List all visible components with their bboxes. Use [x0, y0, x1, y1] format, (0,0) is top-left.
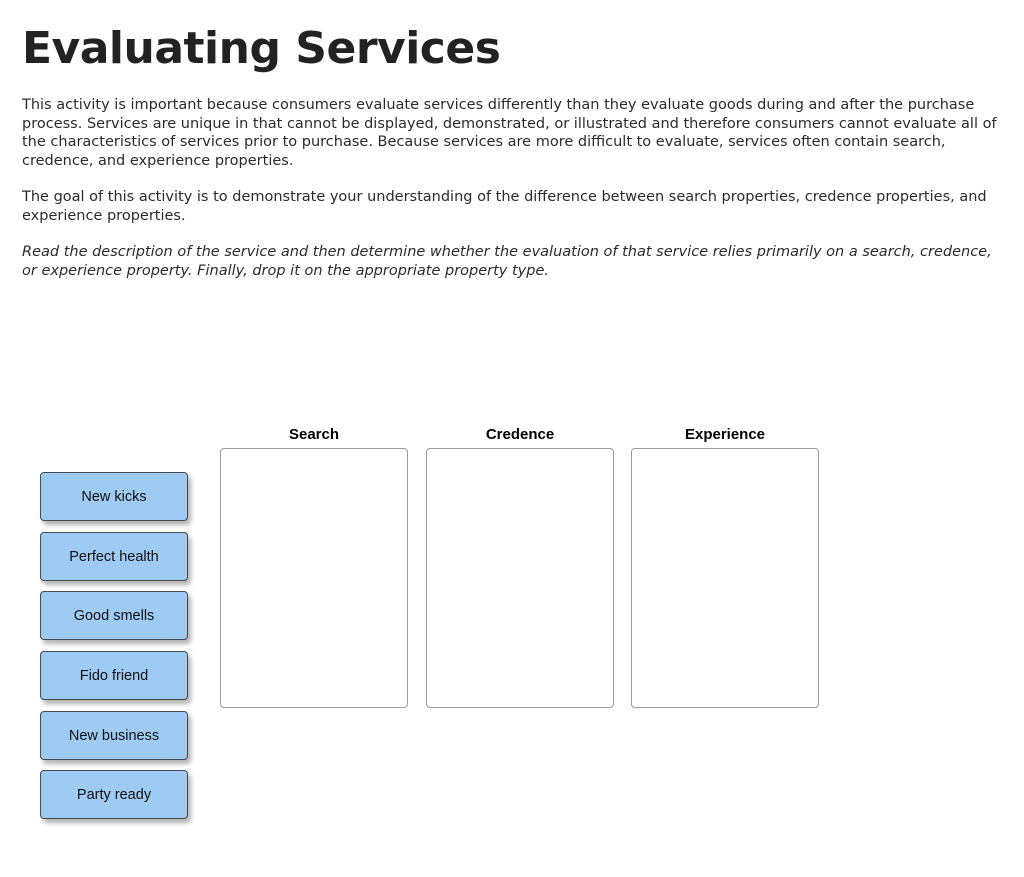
credence-drop-zone[interactable]: [426, 448, 614, 708]
draggable-card-perfect-health[interactable]: Perfect health: [40, 532, 188, 581]
intro-paragraph: This activity is important because consumers evaluate services differently than they evaluate goods during and after the purchase process. Services are unique in that cannot be displayed, demonstrated, or illustrated and therefore consumers cannot evaluate all of the characteristics of services prior to purchase. Because services are more difficult to evaluate, services often contain search, credence, and experience properties.: [22, 97, 997, 169]
experience-column-label: Experience: [684, 426, 766, 443]
search-drop-zone[interactable]: [220, 448, 408, 708]
intro-text: [22, 96, 1002, 298]
draggable-card-fido-friend[interactable]: Fido friend: [40, 651, 188, 700]
draggable-card-good-smells[interactable]: Good smells: [40, 591, 188, 640]
draggable-card-new-kicks[interactable]: New kicks: [40, 472, 188, 521]
experience-drop-zone[interactable]: [631, 448, 819, 708]
page-title: Evaluating Services: [22, 23, 501, 74]
credence-column-label: Credence: [485, 426, 555, 443]
goal-paragraph: The goal of this activity is to demonstrate your understanding of the difference between search properties, credence properties, and experience properties.: [22, 189, 987, 224]
draggable-card-new-business[interactable]: New business: [40, 711, 188, 760]
search-column-label: Search: [288, 426, 340, 443]
instructions-paragraph: Read the description of the service and then determine whether the evaluation of that service relies primarily on a search, credence, or experience property. Finally, drop it on the appropriate property type.: [22, 244, 992, 279]
draggable-card-party-ready[interactable]: Party ready: [40, 770, 188, 819]
